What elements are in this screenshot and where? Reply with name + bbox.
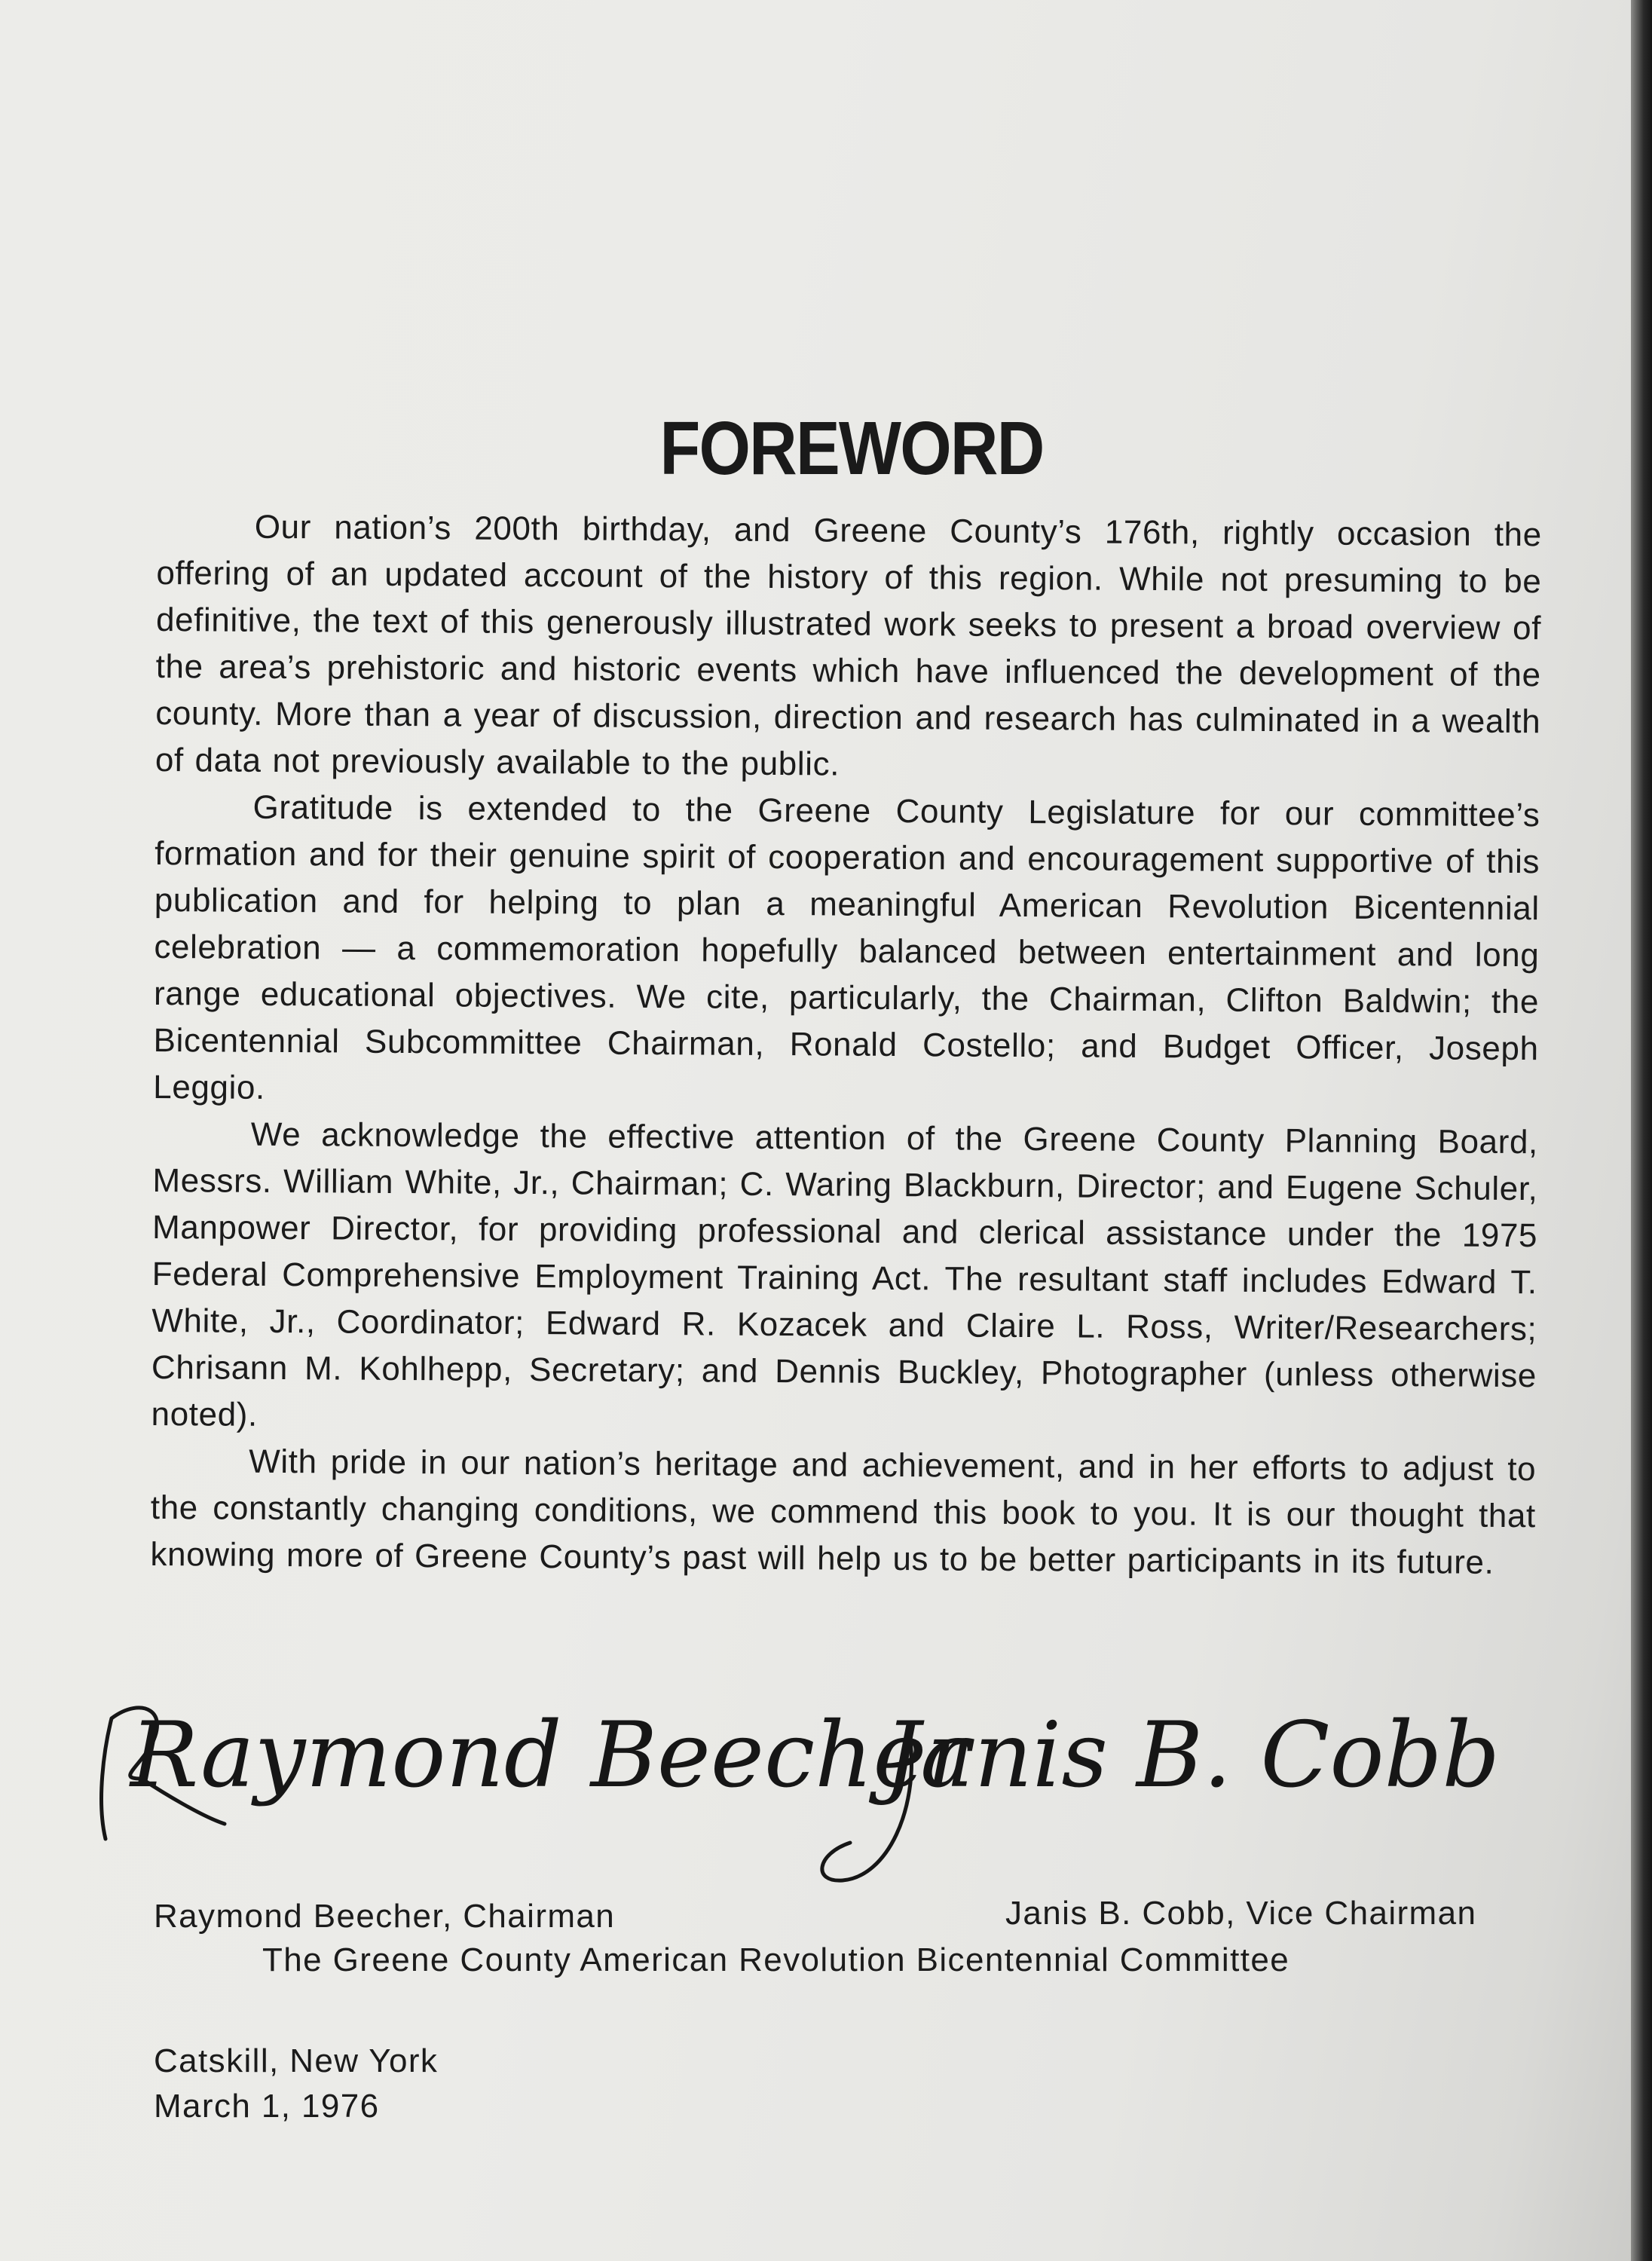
paragraph-3: We acknowledge the effective attention of the Greene County Planning Board, Messrs. William White, Jr., Chairman; C. Waring Blackburn, Director; and Eugene Schuler, Manpower Director, for providing professional and clerical assistance under the 1975 Federal Comprehensive Employment Training Act. The resultant staff includes Edward T. White, Jr., Coordinator; Edward R. Kozacek and Claire L. Ross, Writer/Researchers; Chrisann M. Kohlhepp, Secretary; and Dennis Buckley, Photographer (unless otherwise noted). (151, 1115, 1539, 1433)
signature-raymond-beecher (102, 1703, 975, 1839)
page-title: FOREWORD (659, 406, 1044, 491)
signer-vice-chairman: Janis B. Cobb, Vice Chairman (1005, 1895, 1477, 1932)
paragraph-1: Our nation’s 200th birthday, and Greene County’s 176th, rightly occasion the offering of an updated account of the history of this region. While not presuming to be definitive, the text of this generously illustrated work seeks to present a broad overview of the area’s prehistoric and historic events which have influenced the development of the county. More than a year of discussion, direction and research has culminated in a wealth of data not previously available to the public. (154, 508, 1542, 783)
date-line: March 1, 1976 (154, 2088, 380, 2125)
paragraph-4: With pride in our nation’s heritage and achievement, and in her efforts to adjust to the constantly changing conditions, we commend this book to you. It is our thought that knowing more of Greene County’s past will help us to be better participants in its future. (150, 1443, 1537, 1581)
committee-name: The Greene County American Revolution Bicentennial Committee (262, 1941, 1290, 1978)
signature-janis-cobb (822, 1703, 1500, 1880)
signer-chairman: Raymond Beecher, Chairman (154, 1898, 616, 1935)
svg-text:Raymond Beecher: Raymond Beecher (130, 1703, 970, 1808)
signature-drawing (89, 1688, 1596, 1899)
foreword-body (150, 503, 1542, 1586)
handwritten-signatures (89, 1688, 1596, 1899)
svg-text:Janis B. Cobb: Janis B. Cobb (884, 1703, 1501, 1808)
page-edge-shadow (1631, 0, 1652, 2261)
paragraph-2: Gratitude is extended to the Greene County Legislature for our committee’s formation and for their genuine spirit of cooperation and encouragement supportive of this publication and for helping to plan a meaningful American Revolution Bicentennial celebration — a commemoration hopefully balanced between entertainment and long range educational objectives. We cite, particularly, the Chairman, Clifton Baldwin; the Bicentennial Subcommittee Chairman, Ronald Costello; and Budget Officer, Joseph Leggio. (153, 788, 1540, 1106)
place-line: Catskill, New York (154, 2042, 439, 2079)
